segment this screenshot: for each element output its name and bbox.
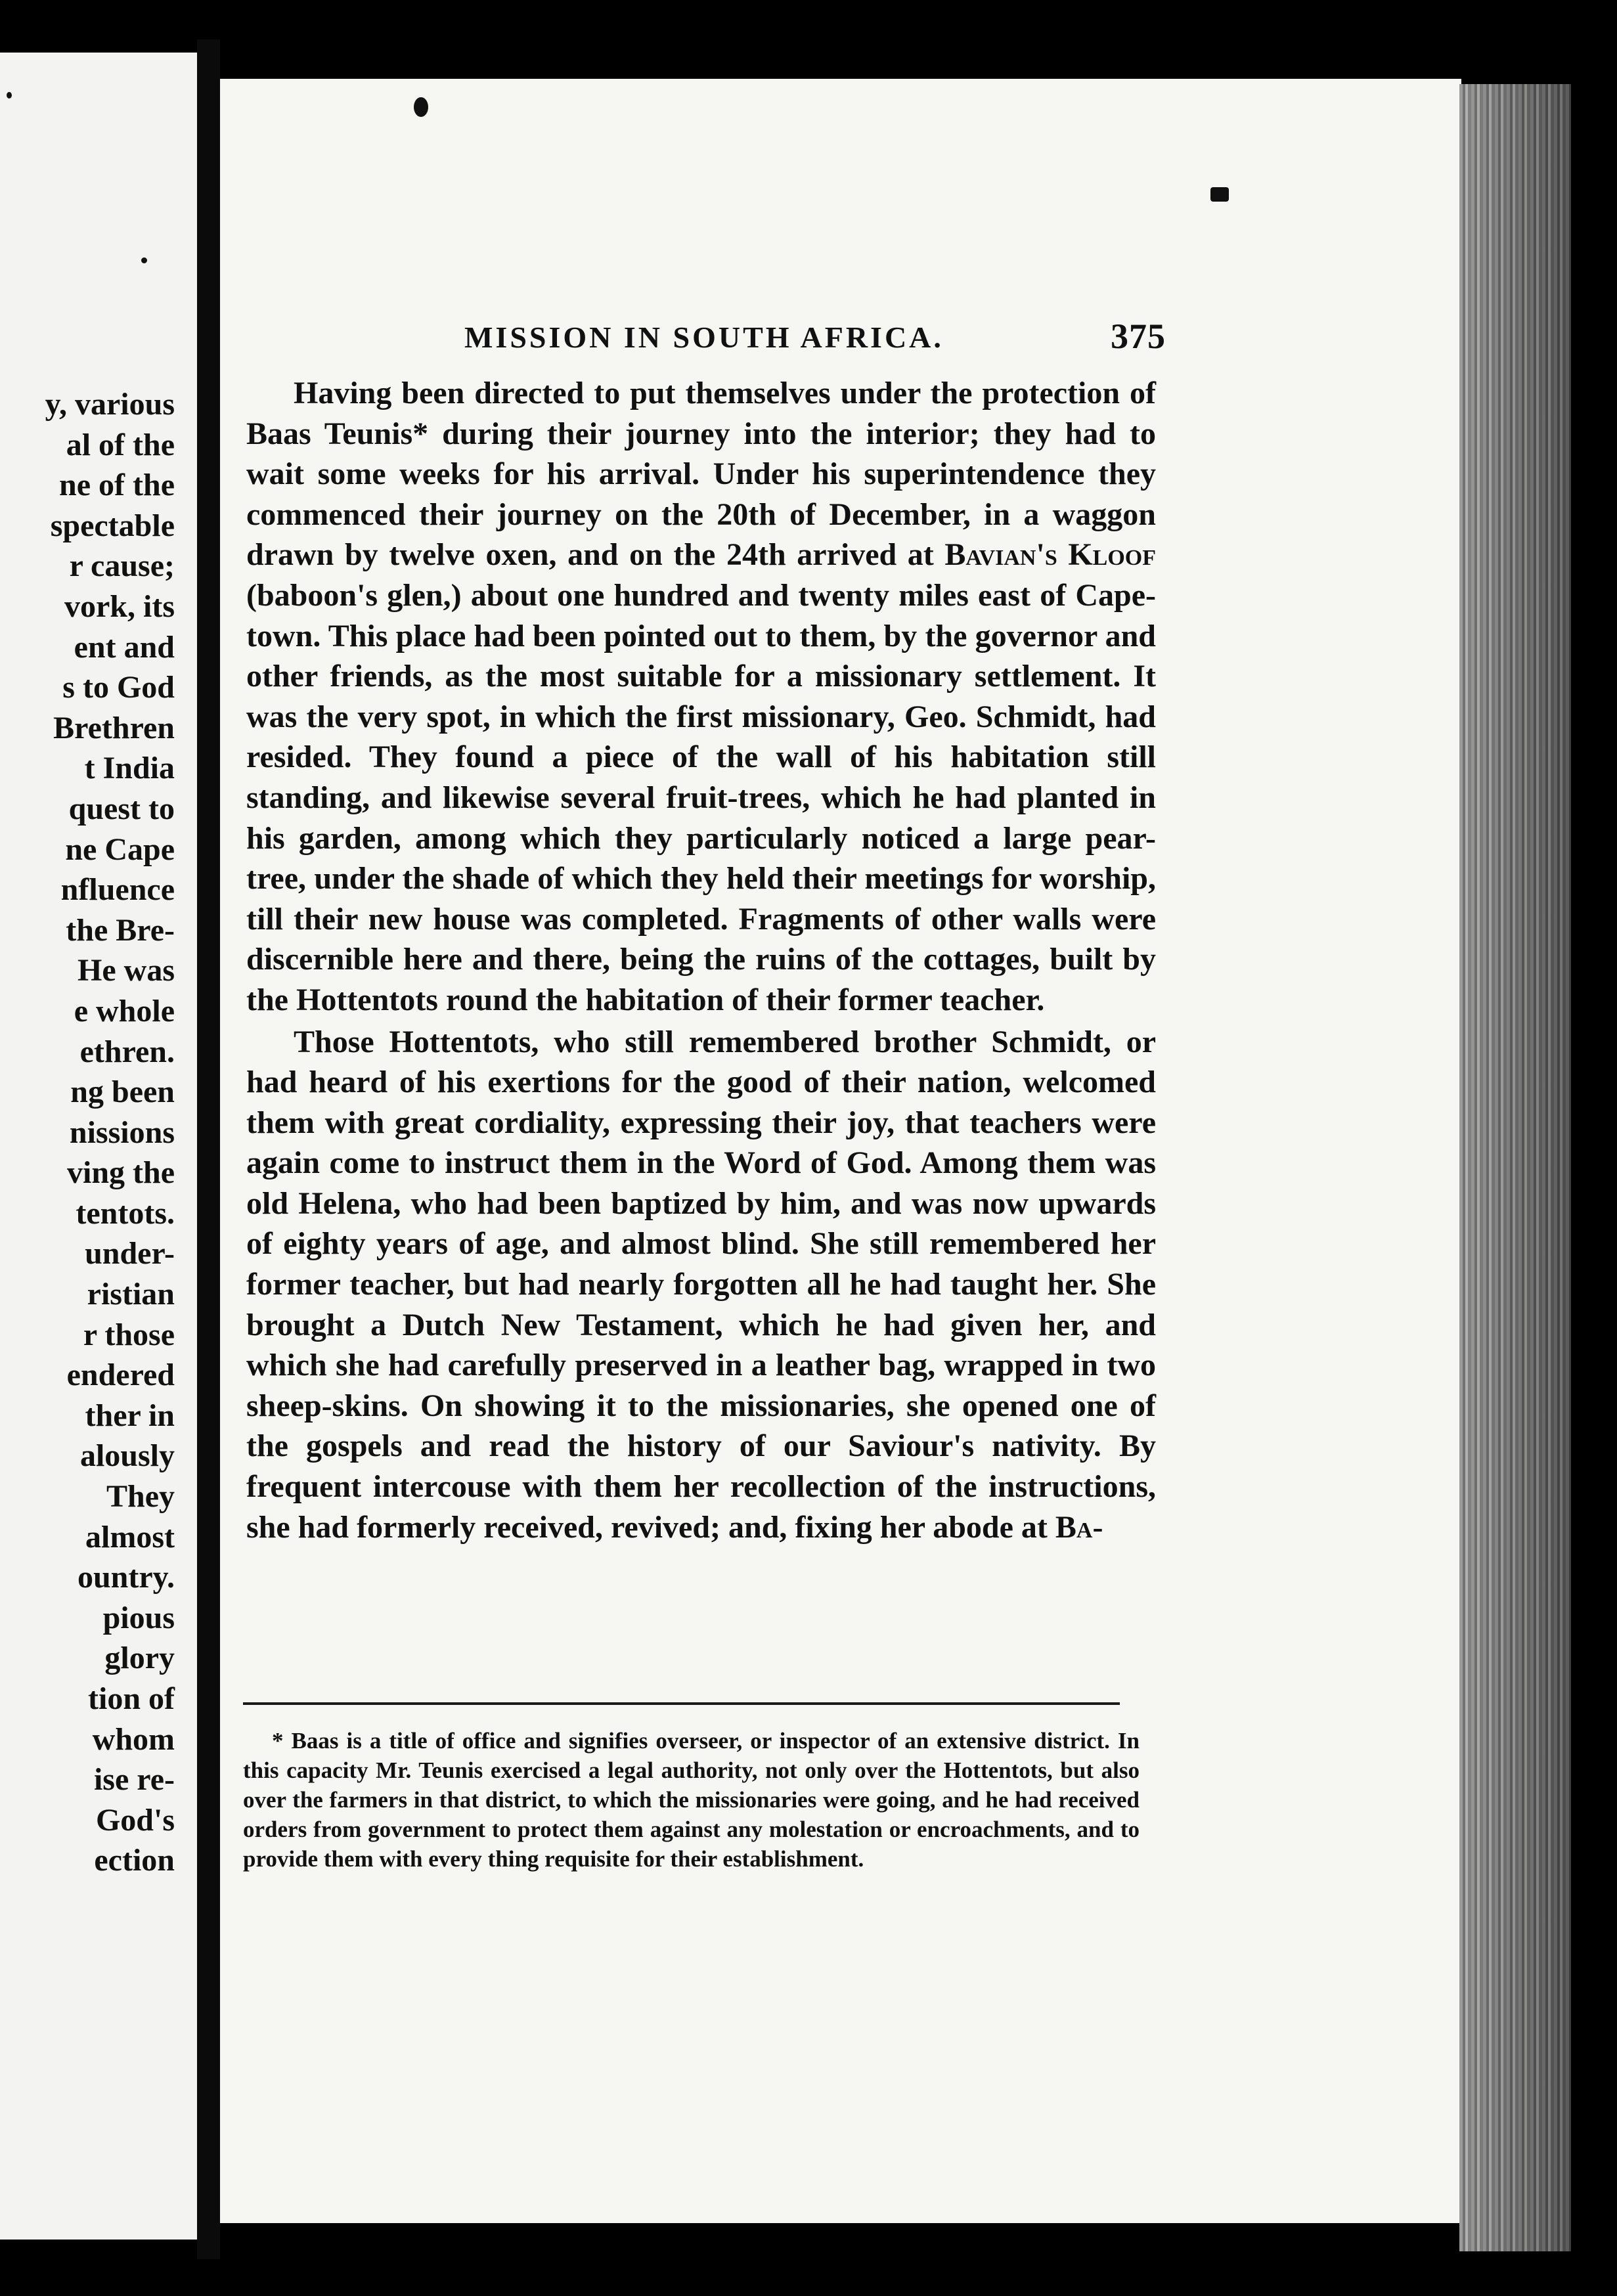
left-page-line: ection — [94, 1843, 175, 1878]
left-page-line: ng been — [70, 1074, 175, 1110]
paragraph-text: (baboon's glen,) about one hundred and twenty miles east of Cape-town. This place had been pointed out to them, by the governor and other friends, as the most suitable for a missionary settlement. It was the very spot, in which the first missionary, Geo. Schmidt, had resided. They found a piece of the wall of his habitation still standing, and likewise several fruit-trees, which he had planted in his garden, among which they particularly noticed a large pear-tree, under the shade of which they held their meetings for worship, till their new house was completed. Fragments of other walls were discernible here and there, being the ruins of the cottages, built by the Hottentots round the habitation of their former teacher. — [246, 577, 1156, 1017]
left-page-line: glory — [104, 1641, 175, 1676]
paragraph — [246, 373, 1156, 1021]
left-page-line: ise re- — [93, 1762, 175, 1798]
left-page-line: ethren. — [79, 1034, 175, 1069]
left-page-line: the Bre- — [66, 912, 175, 948]
left-facing-page — [0, 53, 197, 2240]
left-page-text-fragment — [0, 384, 175, 1881]
running-head-title: MISSION IN SOUTH AFRICA. — [464, 320, 944, 354]
left-page-line: alously — [79, 1438, 175, 1474]
page-fore-edge — [1459, 84, 1571, 2251]
place-name: Bavian's Kloof — [944, 537, 1157, 573]
left-page-line: They — [106, 1479, 175, 1514]
left-page-line: s to God — [62, 670, 175, 705]
left-page-line: t India — [84, 751, 175, 786]
left-page-line: quest to — [68, 791, 175, 826]
left-page-line: ne of the — [59, 468, 175, 503]
left-page-line: ristian — [87, 1277, 175, 1312]
ink-speck — [414, 97, 428, 117]
left-page-line: y, various — [45, 387, 175, 422]
place-name-fragment: Ba- — [1055, 1509, 1103, 1545]
page-number: 375 — [1111, 317, 1166, 356]
left-page-line: whom — [92, 1721, 175, 1757]
ink-speck — [141, 257, 147, 263]
left-page-line: tion of — [88, 1681, 175, 1716]
footnote — [243, 1726, 1140, 1874]
left-page-line: almost — [85, 1519, 175, 1555]
left-page-line: He was — [78, 953, 175, 988]
paragraph-text: Having been directed to put themselves under the protection of Baas Teunis* during their journey into the interior; they had to wait some weeks for his arrival. Under his superintendence they commenced their journey on the 20th of December, in a waggon drawn by twelve oxen, and on the 24th arrived at — [246, 376, 1156, 573]
left-page-line: spectable — [50, 508, 175, 543]
left-page-line: r those — [83, 1317, 175, 1352]
left-page-line: pious — [102, 1600, 175, 1635]
left-page-line: ther in — [85, 1398, 175, 1433]
footnote-text: * Baas is a title of office and signifies overseer, or inspector of an extensive district. In this capacity Mr. Teunis exercised a legal authority, not only over the Hottentots, but also over the farmers in that district, to which the missionaries were going, and he had received orders from government to protect them against any molestation or encroachments, and to provide them with every thing requisite for their establishment. — [243, 1728, 1140, 1872]
left-page-line: endered — [66, 1358, 175, 1393]
ink-speck — [1210, 187, 1229, 202]
footnote-rule — [243, 1702, 1120, 1705]
left-page-line: al of the — [66, 427, 175, 462]
paragraph-text: Those Hottentots, who still remembered brother Schmidt, or had heard of his exertions for the good of their nation, welcomed them with great cordiality, expressing their joy, that teachers were again come to instruct them in the Word of God. Among them was old Helena, who had been baptized by him, and was now upwards of eighty years of age, and almost blind. She still remembered her former teacher, but had nearly forgotten all he had taught her. She brought a Dutch New Testament, which he had given her, and which she had carefully preserved in a leather bag, wrapped in two sheep-skins. On showing it to the missionaries, she opened one of the gospels and read the history of our Saviour's nativity. By frequent intercouse with them her recollection of the instructions, she had formerly received, revived; and, fixing her abode at — [246, 1024, 1156, 1545]
ink-speck — [7, 92, 12, 99]
left-page-line: ountry. — [77, 1560, 175, 1595]
left-page-line: Brethren — [53, 710, 175, 745]
body-text — [246, 373, 1156, 1547]
left-page-line: ent and — [74, 629, 175, 665]
left-page-line: ving the — [66, 1155, 175, 1191]
left-page-line: ne Cape — [65, 831, 175, 867]
book-spine — [197, 39, 220, 2259]
left-page-line: e whole — [74, 993, 175, 1028]
left-page-line: nfluence — [60, 872, 175, 908]
left-page-line: nissions — [69, 1115, 175, 1150]
left-page-line: under- — [85, 1236, 175, 1271]
left-page-line: tentots. — [76, 1195, 175, 1231]
left-page-line: r cause; — [69, 548, 175, 584]
running-head — [456, 317, 1166, 359]
left-page-line: vork, its — [64, 588, 175, 624]
left-page-line: God's — [95, 1802, 175, 1838]
paragraph — [246, 1022, 1156, 1548]
